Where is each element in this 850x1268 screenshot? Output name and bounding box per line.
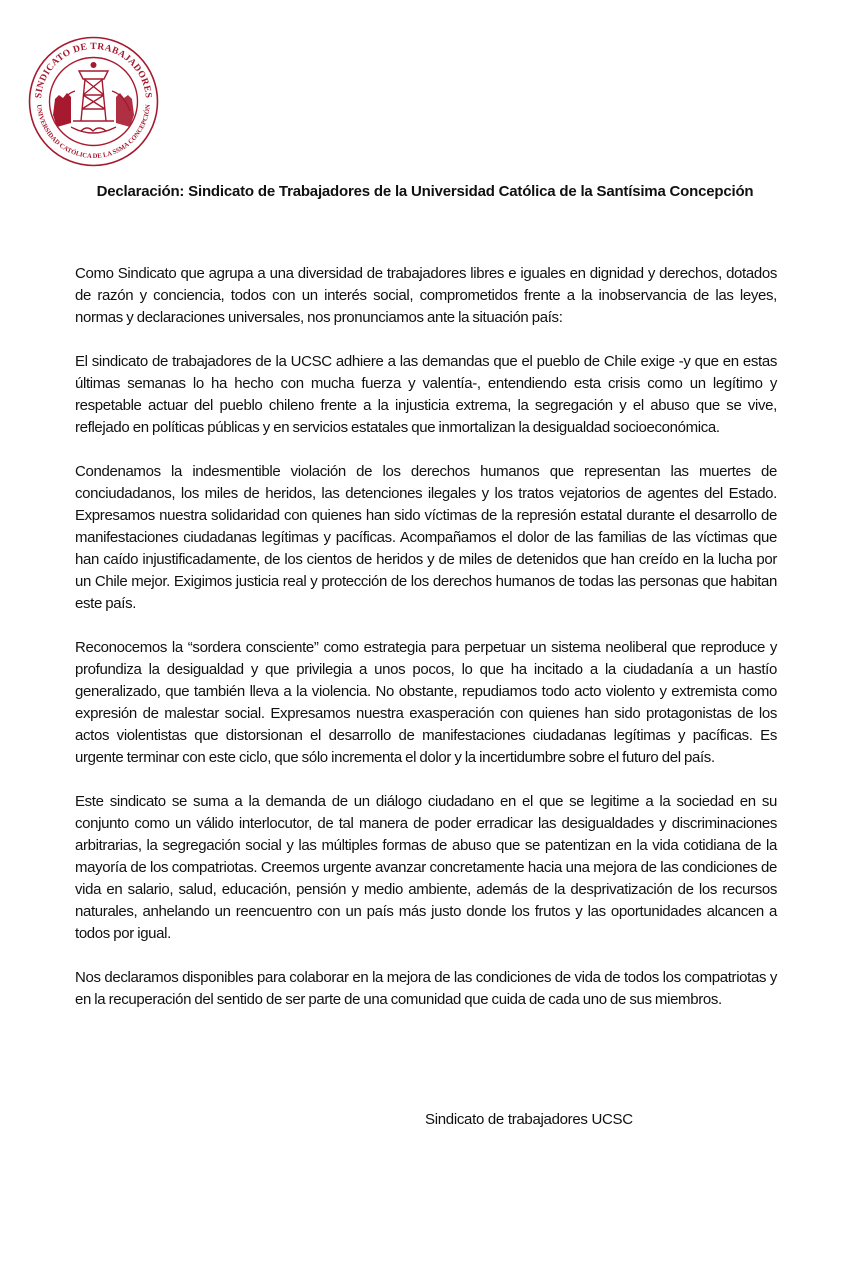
declaration-body: [75, 263, 777, 1033]
signature: Sindicato de trabajadores UCSC: [425, 1111, 633, 1128]
logo-ring-text-bottom: UNIVERSIDAD CATÓLICA DE LA SSMA CONCEPCIÓN: [35, 104, 152, 161]
paragraph: Como Sindicato que agrupa a una diversidad de trabajadores libres e iguales en dignidad y derechos, dotados de razón y conciencia, todos con un interés social, comprometidos frente a la inobservancia de las leyes, normas y declaraciones universales, nos pronunciamos ante la situación país:: [75, 265, 777, 326]
document-title: Declaración: Sindicato de Trabajadores de la Universidad Católica de la Santísima Concepción: [96, 183, 754, 200]
paragraph: Este sindicato se suma a la demanda de un diálogo ciudadano en el que se legitime a la sociedad en su conjunto como un válido interlocutor, de tal manera de poder erradicar las desigualdades y discriminaciones arbitrarias, la segregación social y las múltiples formas de abuso que se patentizan en la vida cotidiana de la mayoría de los compatriotas. Creemos urgente avanzar concretamente hacia una mejora de las condiciones de vida en salario, salud, educación, pensión y medio ambiente, además de la desprivatización de los recursos naturales, anhelando un reencuentro con un país más justo donde los frutos y las oportunidades alcancen a todos por igual.: [75, 793, 777, 942]
union-logo: [27, 35, 160, 168]
paragraph: Condenamos la indesmentible violación de los derechos humanos que representan las muertes de conciudadanos, los miles de heridos, las detenciones ilegales y los tratos vejatorios de agentes del Estado. Expresamos nuestra solidaridad con quienes han sido víctimas de la represión estatal durante el desarrollo de manifestaciones ciudadanas legítimas y pacíficas. Acompañamos el dolor de las familias de las víctimas que han caído injustificadamente, de los cientos de heridos y de miles de detenidos que han creído en la lucha por un Chile mejor. Exigimos justicia real y protección de los derechos humanos de todas las personas que habitan este país.: [75, 463, 777, 612]
logo-ring-text-top: SINDICATO DE TRABAJADORES: [34, 41, 153, 99]
paragraph: Reconocemos la “sordera consciente” como estrategia para perpetuar un sistema neoliberal que reproduce y profundiza la desigualdad y que privilegia a unos pocos, lo que ha incitado a la ciudadanía a un hastío generalizado, que también lleva a la violencia. No obstante, repudiamos todo acto violento y extremista como expresión de malestar social. Expresamos nuestra exasperación con quienes han sido protagonistas de los actos violentistas que distorsionan el desarrollo de manifestaciones ciudadanas legítimas y pacíficas. Es urgente terminar con este ciclo, que sólo incrementa el dolor y la incertidumbre sobre el futuro del país.: [75, 639, 777, 766]
paragraph: Nos declaramos disponibles para colaborar en la mejora de las condiciones de vida de todos los compatriotas y en la recuperación del sentido de ser parte de una comunidad que cuida de cada uno de sus miembros.: [75, 969, 777, 1008]
paragraph: El sindicato de trabajadores de la UCSC adhiere a las demandas que el pueblo de Chile exige -y que en estas últimas semanas lo ha hecho con mucha fuerza y valentía-, entendiendo esta crisis como un legítimo y respetable actuar del pueblo chileno frente a la injusticia extrema, la segregación y el abuso que se vive, reflejado en políticas públicas y en servicios estatales que inmortalizan la desigualdad socioeconómica.: [75, 353, 777, 436]
